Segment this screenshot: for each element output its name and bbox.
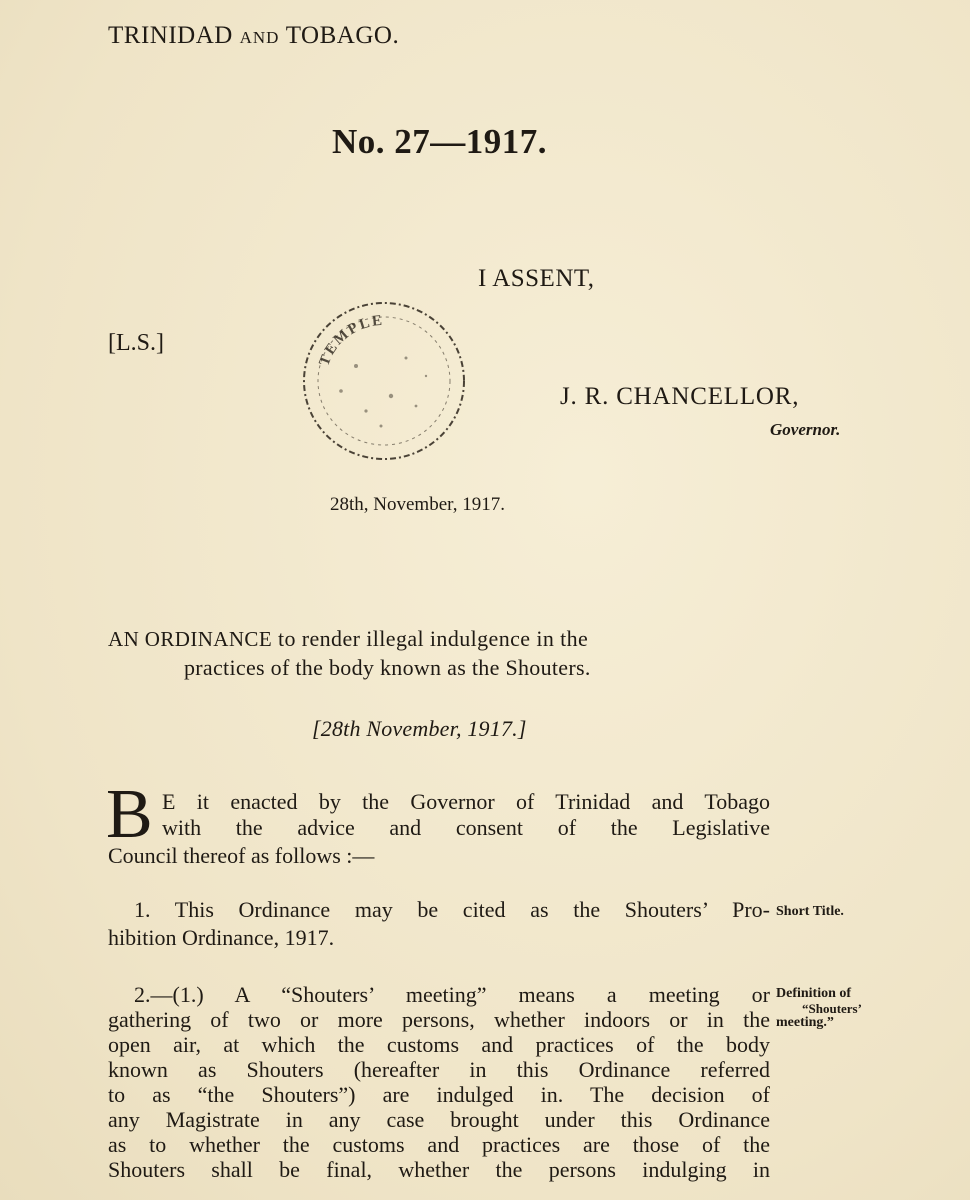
ordinance-number: No. 27—1917. (332, 122, 548, 161)
margin-note-definition-1: Definition of (776, 986, 852, 1001)
governor-title: Governor. (770, 420, 841, 439)
enactment-date: [28th November, 1917.] (312, 716, 527, 741)
section-2-line-5: to as “the Shouters”) are indulged in. The decision of (108, 1082, 770, 1107)
margin-note-definition-3: meeting.” (776, 1015, 834, 1030)
section-2-line-3: open air, at which the customs and practices of the body (108, 1032, 770, 1057)
assent-date: 28th, November, 1917. (330, 494, 505, 515)
governor-name: J. R. CHANCELLOR, (560, 383, 800, 410)
section-2-line-7: as to whether the customs and practices are those of the (108, 1132, 770, 1157)
seal-text: TEMPLE (316, 312, 385, 369)
seal-stamp (296, 296, 472, 466)
section-2-line-6: any Magistrate in any case brought under this Ordinance (108, 1107, 770, 1132)
section-2-line-4: known as Shouters (hereafter in this Ordinance referred (108, 1057, 770, 1082)
assent-line: I ASSENT, (478, 265, 595, 292)
svg-text:TEMPLE (316, 313, 384, 368)
locus-sigilli-mark: [L.S.] (108, 330, 164, 356)
enacting-line-1: E it enacted by the Governor of Trinidad and Tobago (162, 789, 770, 814)
section-2-line-2: gathering of two or more persons, whether indoors or in the (108, 1007, 770, 1032)
enacting-line-2: with the advice and consent of the Legislative (162, 815, 770, 840)
section-1-line-1: 1. This Ordinance may be cited as the Shouters’ Pro- (134, 897, 770, 922)
section-2-line-1: 2.—(1.) A “Shouters’ meeting” means a meeting or (134, 982, 770, 1007)
colony-header: TRINIDAD AND TOBAGO. (108, 22, 400, 49)
section-1-line-2: hibition Ordinance, 1917. (108, 925, 335, 950)
margin-note-definition-2: “Shouters’ (802, 1001, 862, 1016)
enacting-line-3: Council thereof as follows :— (108, 843, 375, 868)
long-title-line-1 (108, 626, 588, 652)
long-title-rest: to render illegal indulgence in the (272, 626, 589, 651)
long-title-lead: AN ORDINANCE (108, 627, 273, 651)
margin-note-short-title: Short Title. (776, 904, 844, 919)
drop-cap: B (106, 776, 153, 853)
section-2-line-8: Shouters shall be final, whether the persons indulging in (108, 1157, 770, 1182)
long-title-line-2: practices of the body known as the Shouters. (184, 655, 591, 680)
